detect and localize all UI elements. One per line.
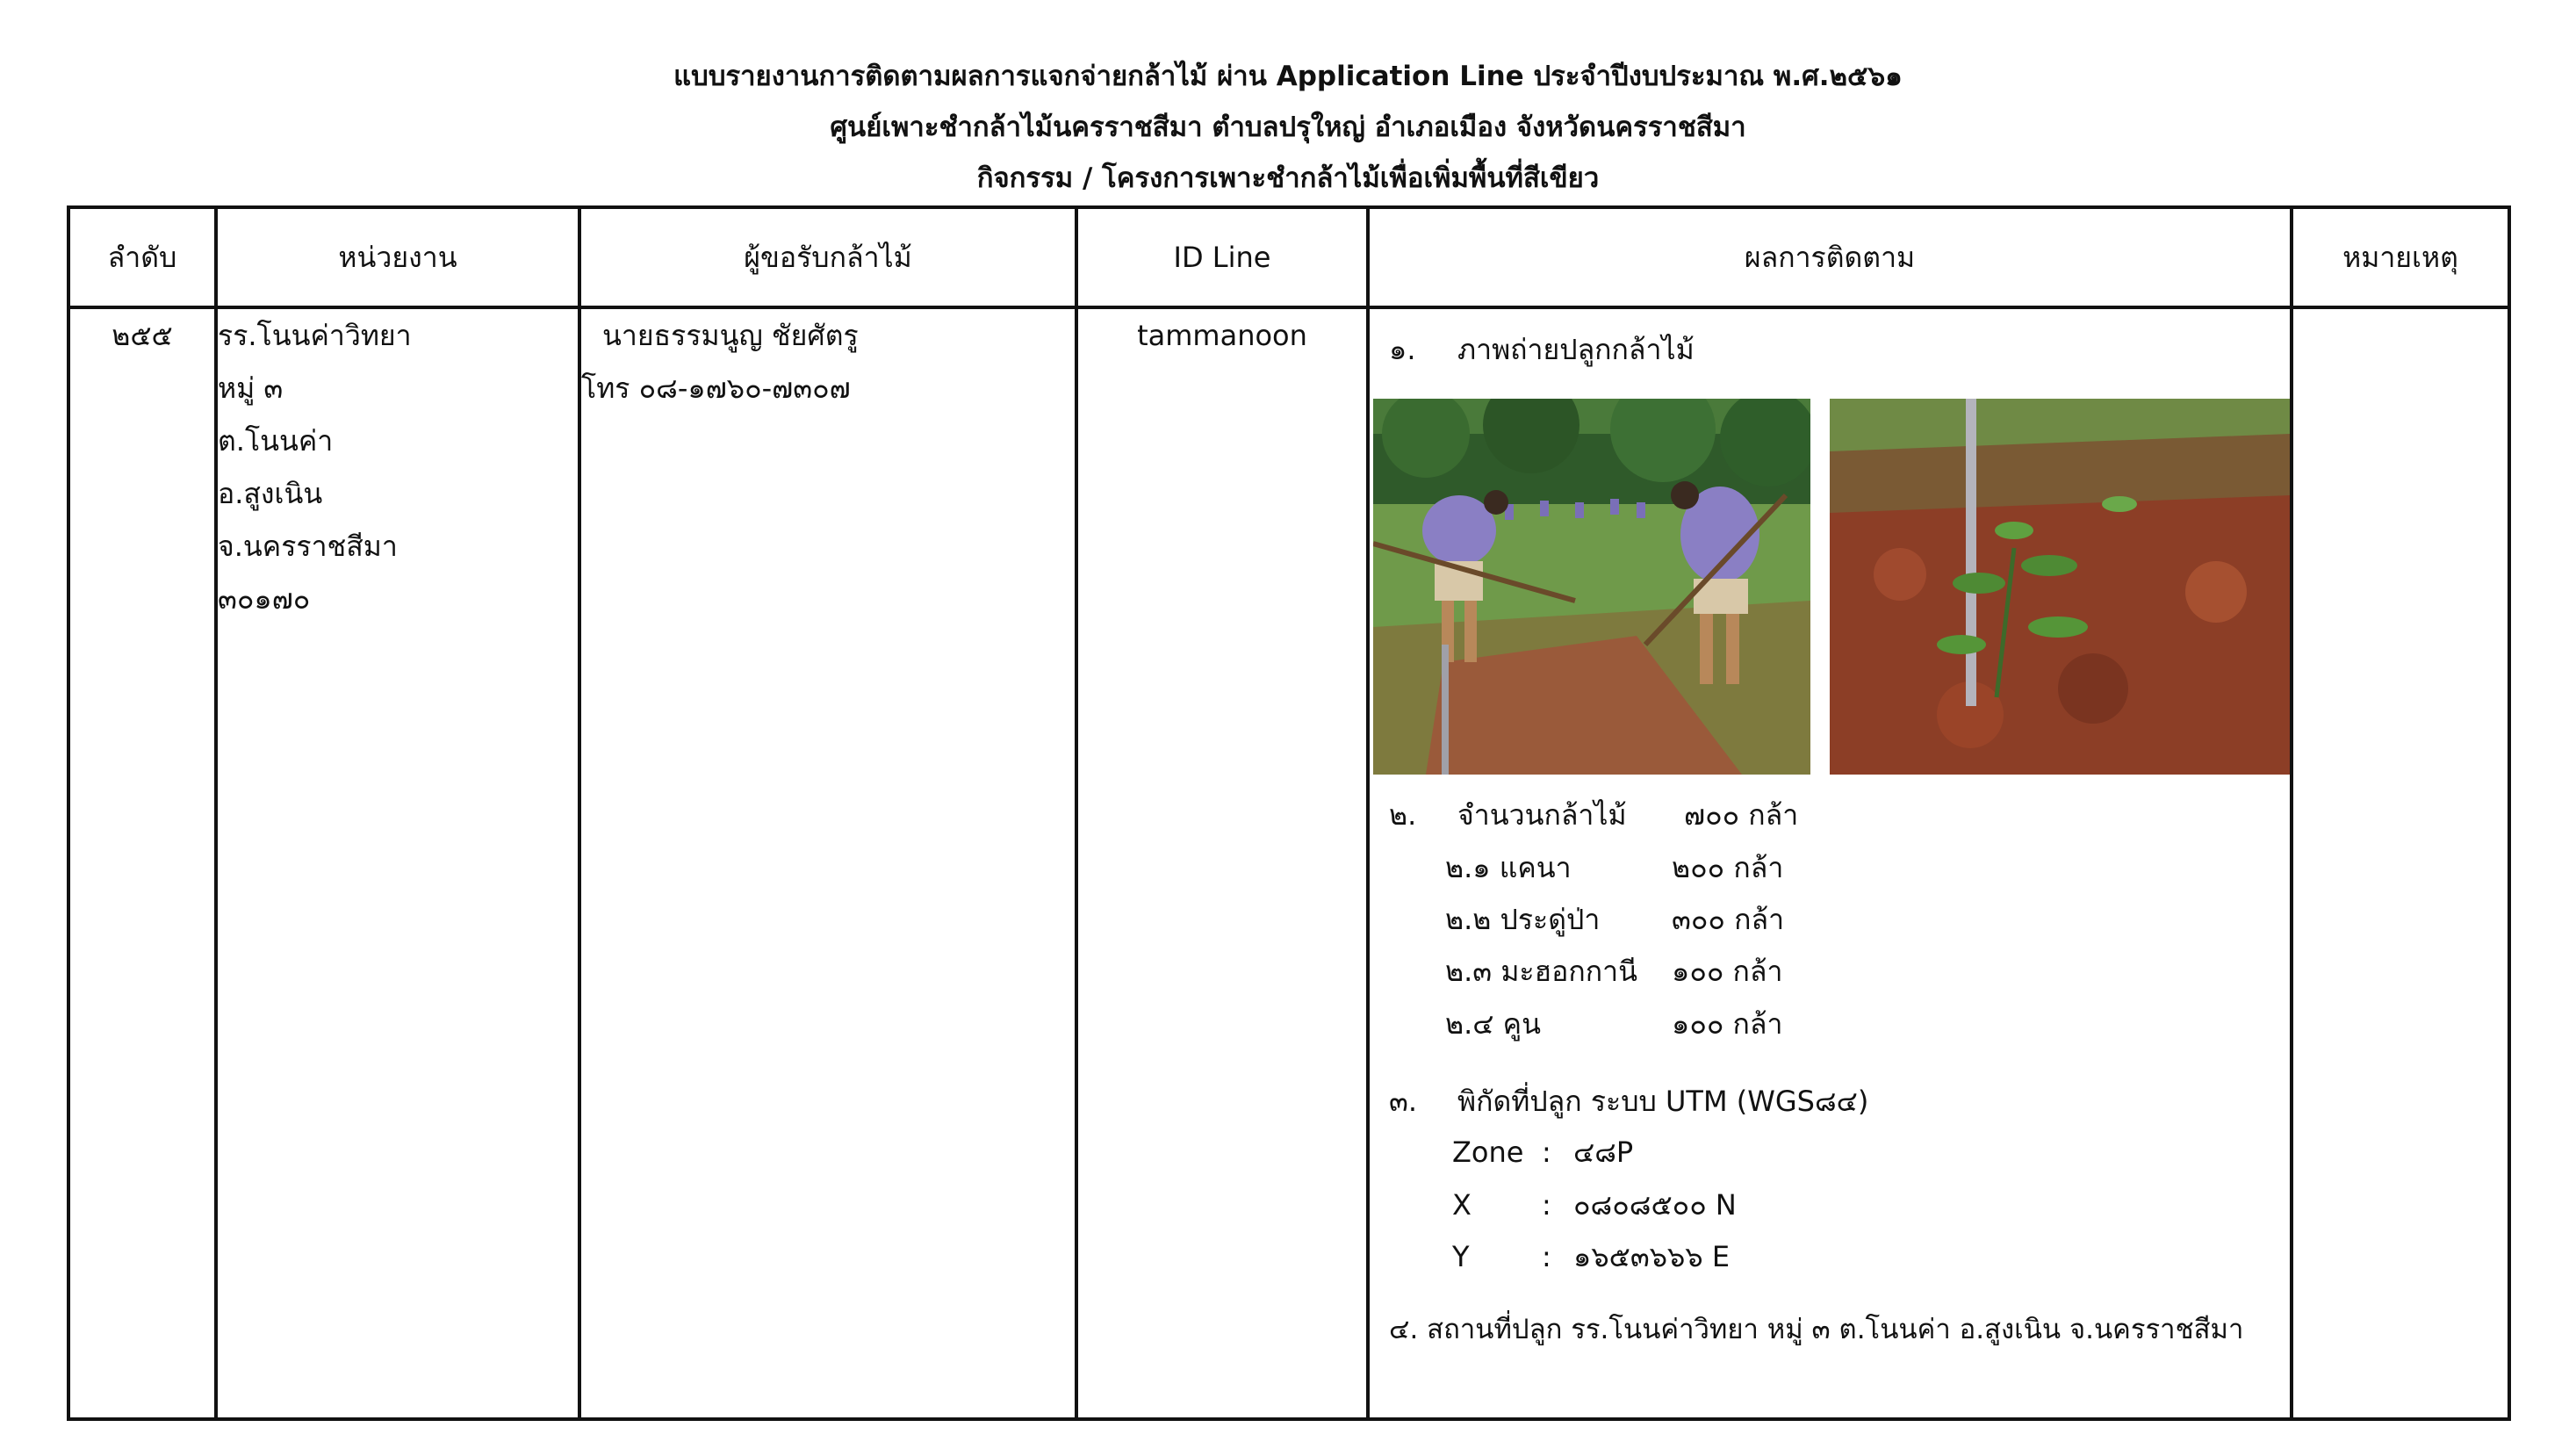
unit-line: หมู่ ๓ [218,371,284,405]
planting-photo-students [1373,399,1810,775]
header-requester: ผู้ขอรับกล้าไม้ [579,207,1076,307]
y-value: ๑๖๕๓๖๖๖ E [1573,1240,1731,1273]
report-header [0,51,2576,204]
species-qty: ๓๐๐ กล้า [1672,903,1785,936]
cell-unit [216,307,579,1419]
species-name: ๒.๑ แคนา [1445,851,1572,884]
cell-note [2292,307,2509,1419]
x-label: X [1452,1188,1471,1222]
x-separator: : [1542,1188,1551,1222]
cell-seq [68,307,216,1419]
species-name: ๒.๔ คูน [1445,1007,1541,1041]
planting-location: ๔. สถานที่ปลูก รร.โนนค่าวิทยา หมู่ ๓ ต.โนนค่า อ.สูงเนิน จ.นครราชสีมา [1389,1314,2244,1345]
table-header-row [68,207,2509,307]
species-name: ๒.๒ ประดู่ป่า [1445,903,1601,936]
cell-result [1368,307,2292,1419]
report-subtitle-activity: กิจกรรม / โครงการเพาะชำกล้าไม้เพื่อเพิ่มพื้นที่สีเขียว [976,162,1600,194]
y-separator: : [1542,1240,1551,1273]
header-id-line: ID Line [1076,207,1368,307]
unit-line: จ.นครราชสีมา [218,530,398,563]
y-label: Y [1452,1240,1470,1273]
species-qty: ๑๐๐ กล้า [1672,955,1783,988]
seq-number: ๒๕๕ [112,319,173,352]
requester-name: นายธรรมนูญ ชัยศัตรู [602,319,859,352]
photo-heading-number: ๑. [1389,333,1416,366]
x-value: ๐๘๐๘๕๐๐ N [1573,1188,1737,1222]
coord-label: พิกัดที่ปลูก ระบบ UTM (WGS๘๔) [1457,1085,1869,1118]
zone-separator: : [1542,1135,1551,1169]
unit-line: รร.โนนค่าวิทยา [218,319,412,352]
cell-id-line [1076,307,1368,1419]
header-result: ผลการติดตาม [1368,207,2292,307]
requester-phone: โทร ๐๘-๑๗๖๐-๗๓๐๗ [581,371,851,405]
count-label: จำนวนกล้าไม้ [1457,798,1627,832]
count-total: ๗๐๐ กล้า [1684,798,1799,832]
table-row [68,307,2509,1419]
report-subtitle-center: ศูนย์เพาะชำกล้าไม้นครราชสีมา ตำบลปรุใหญ่ อำเภอเมือง จังหวัดนครราชสีมา [830,112,1746,143]
species-name: ๒.๓ มะฮอกกานี [1445,955,1637,988]
photo-heading: ภาพถ่ายปลูกกล้าไม้ [1457,333,1695,366]
report-title: แบบรายงานการติดตามผลการแจกจ่ายกล้าไม้ ผ่าน Application Line ประจำปีงบประมาณ พ.ศ.๒๕๖๑ [673,61,1903,92]
unit-line: ต.โนนค่า [218,424,334,458]
header-unit: หน่วยงาน [216,207,579,307]
species-qty: ๑๐๐ กล้า [1672,1007,1783,1041]
report-table [67,205,2511,1421]
zone-label: Zone [1452,1135,1524,1169]
unit-line: ๓๐๑๗๐ [218,582,311,616]
header-note: หมายเหตุ [2292,207,2509,307]
coord-number: ๓. [1389,1085,1418,1118]
planting-photo-sapling [1830,399,2290,775]
zone-value: ๔๘P [1573,1135,1634,1169]
count-number: ๒. [1389,798,1417,832]
id-line-value: tammanoon [1137,319,1307,352]
cell-requester [579,307,1076,1419]
species-qty: ๒๐๐ กล้า [1672,851,1784,884]
unit-line: อ.สูงเนิน [218,477,323,510]
header-seq: ลำดับ [68,207,216,307]
